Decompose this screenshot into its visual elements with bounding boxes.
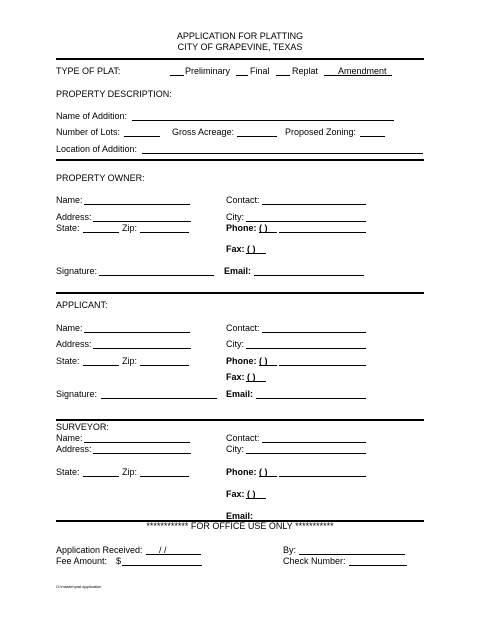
- owner-name-label: Name:: [56, 195, 83, 205]
- owner-zip-label: Zip:: [122, 223, 138, 233]
- surveyor-fax-label: Fax: ( ): [226, 489, 256, 499]
- owner-city-label: City:: [226, 212, 244, 222]
- surveyor-address-label: Address:: [56, 444, 92, 454]
- surveyor-heading: SURVEYOR:: [56, 422, 109, 432]
- owner-city-field[interactable]: [246, 221, 366, 222]
- surveyor-address-field[interactable]: [93, 453, 191, 454]
- owner-email-label: Email:: [224, 266, 252, 276]
- owner-address-label: Address:: [56, 212, 92, 222]
- applicant-phone-label: Phone: ( ): [226, 356, 268, 366]
- applicant-state-label: State:: [56, 356, 80, 366]
- surveyor-phone-area-code: [259, 476, 277, 477]
- applicant-contact-field[interactable]: [262, 332, 366, 333]
- surveyor-phone-field[interactable]: [279, 476, 366, 477]
- form-title: APPLICATION FOR PLATTING: [176, 31, 304, 41]
- application-received-label: Application Received:: [56, 545, 143, 555]
- property-description-heading: PROPERTY DESCRIPTION:: [56, 89, 172, 99]
- applicant-fax-label: Fax: ( ): [226, 372, 256, 382]
- applicant-fax-field[interactable]: [246, 381, 266, 382]
- application-received-date-slashes: / /: [159, 545, 167, 555]
- preliminary-checkbox-line[interactable]: [170, 75, 184, 76]
- applicant-state-field[interactable]: [83, 365, 119, 366]
- replat-checkbox-line[interactable]: [276, 75, 290, 76]
- application-received-field[interactable]: [146, 554, 201, 555]
- type-of-plat-label: TYPE OF PLAT:: [56, 66, 121, 76]
- by-field[interactable]: [299, 554, 405, 555]
- preliminary-option: Preliminary: [185, 66, 231, 76]
- surveyor-name-field[interactable]: [84, 442, 190, 443]
- surveyor-email-label: Email:: [226, 511, 254, 521]
- surveyor-city-field[interactable]: [246, 453, 366, 454]
- check-number-field[interactable]: [349, 565, 407, 566]
- divider: [56, 419, 424, 421]
- applicant-heading: APPLICANT:: [56, 300, 108, 310]
- property-owner-heading: PROPERTY OWNER:: [56, 173, 145, 183]
- owner-contact-label: Contact:: [226, 195, 260, 205]
- divider: [56, 292, 424, 294]
- surveyor-state-field[interactable]: [83, 476, 119, 477]
- owner-signature-field[interactable]: [99, 275, 214, 276]
- gross-acreage-label: Gross Acreage:: [172, 127, 235, 137]
- owner-state-field[interactable]: [83, 232, 119, 233]
- applicant-city-field[interactable]: [246, 348, 366, 349]
- owner-phone-field[interactable]: [279, 232, 366, 233]
- applicant-contact-label: Contact:: [226, 323, 260, 333]
- applicant-signature-label: Signature:: [56, 389, 98, 399]
- surveyor-contact-label: Contact:: [226, 433, 260, 443]
- applicant-name-label: Name:: [56, 323, 83, 333]
- applicant-signature-field[interactable]: [101, 398, 217, 399]
- divider: [56, 159, 424, 161]
- surveyor-name-label: Name:: [56, 433, 83, 443]
- final-checkbox-line[interactable]: [236, 75, 248, 76]
- name-of-addition-label: Name of Addition:: [56, 111, 128, 121]
- location-of-addition-field[interactable]: [142, 153, 423, 154]
- owner-fax-field[interactable]: [246, 253, 266, 254]
- applicant-email-label: Email:: [226, 389, 254, 399]
- owner-address-field[interactable]: [93, 221, 191, 222]
- form-city: CITY OF GRAPEVINE, TEXAS: [177, 42, 303, 52]
- surveyor-zip-field[interactable]: [140, 476, 189, 477]
- owner-fax-label: Fax: ( ): [226, 244, 256, 254]
- applicant-city-label: City:: [226, 339, 244, 349]
- amendment-option: Amendment: [338, 66, 387, 76]
- surveyor-city-label: City:: [226, 444, 244, 454]
- owner-state-label: State:: [56, 223, 80, 233]
- owner-signature-label: Signature:: [56, 266, 98, 276]
- final-option: Final: [250, 66, 270, 76]
- applicant-email-field[interactable]: [256, 398, 366, 399]
- number-of-lots-field[interactable]: [124, 136, 160, 137]
- office-use-banner: ************ FOR OFFICE USE ONLY ***********: [146, 521, 334, 531]
- applicant-zip-label: Zip:: [122, 356, 138, 366]
- surveyor-contact-field[interactable]: [262, 442, 366, 443]
- check-number-label: Check Number:: [283, 556, 346, 566]
- applicant-name-field[interactable]: [84, 332, 190, 333]
- by-label: By:: [283, 545, 297, 555]
- fee-amount-field[interactable]: [122, 565, 202, 566]
- replat-option: Replat: [292, 66, 319, 76]
- gross-acreage-field[interactable]: [237, 136, 277, 137]
- surveyor-phone-label: Phone: ( ): [226, 467, 268, 477]
- amendment-checkbox-line[interactable]: [324, 75, 336, 76]
- fee-amount-label: Fee Amount:: [56, 556, 108, 566]
- file-path-footer: O:\master\plat application: [56, 584, 102, 589]
- owner-contact-field[interactable]: [262, 204, 366, 205]
- fee-dollar-sign: $: [116, 556, 122, 566]
- owner-phone-label: Phone: ( ): [226, 223, 268, 233]
- proposed-zoning-field[interactable]: [360, 136, 385, 137]
- applicant-phone-field[interactable]: [279, 365, 366, 366]
- applicant-zip-field[interactable]: [140, 365, 189, 366]
- applicant-address-label: Address:: [56, 339, 92, 349]
- owner-email-field[interactable]: [254, 275, 364, 276]
- proposed-zoning-label: Proposed Zoning:: [285, 127, 357, 137]
- name-of-addition-field[interactable]: [132, 120, 394, 121]
- surveyor-zip-label: Zip:: [122, 467, 138, 477]
- applicant-phone-area-code: [259, 365, 277, 366]
- surveyor-fax-field[interactable]: [246, 498, 266, 499]
- owner-name-field[interactable]: [84, 204, 190, 205]
- owner-zip-field[interactable]: [140, 232, 189, 233]
- owner-phone-area-code: [259, 232, 277, 233]
- location-of-addition-label: Location of Addition:: [56, 144, 138, 154]
- divider: [56, 58, 424, 60]
- applicant-address-field[interactable]: [93, 348, 191, 349]
- surveyor-state-label: State:: [56, 467, 80, 477]
- number-of-lots-label: Number of Lots:: [56, 127, 121, 137]
